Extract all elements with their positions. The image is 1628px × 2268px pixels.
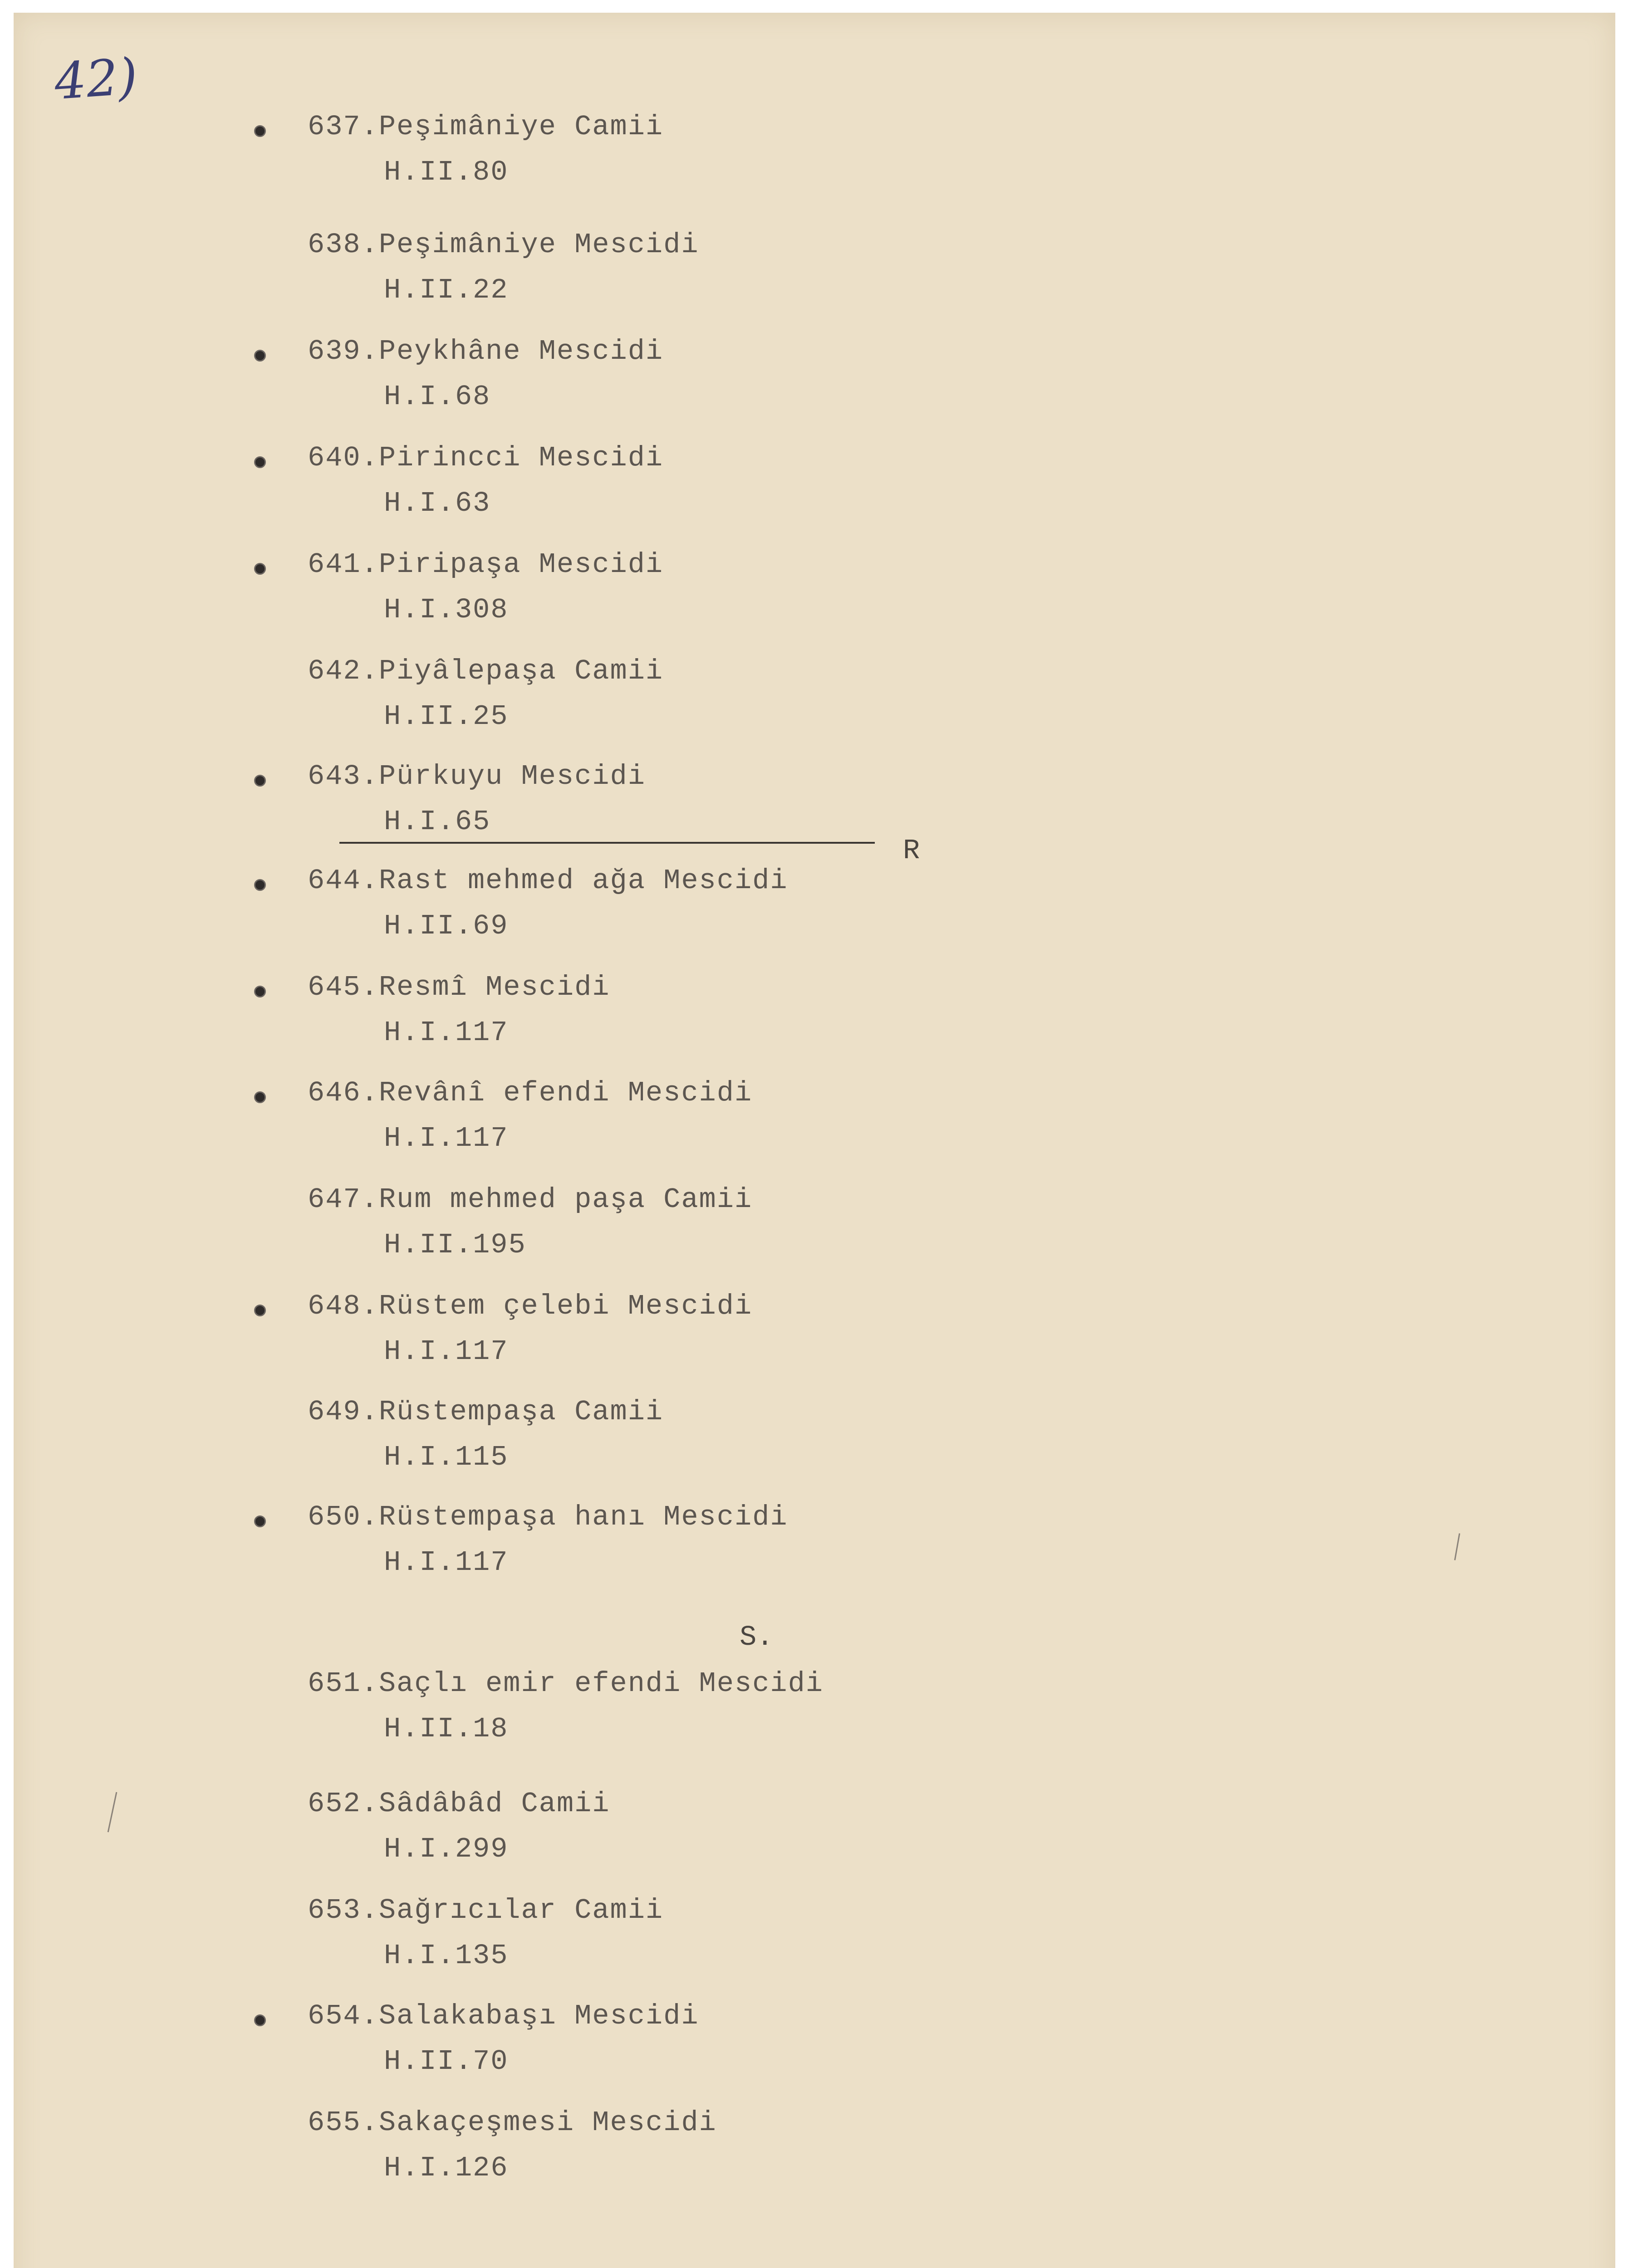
entry-title: 642.Piyâlepaşa Camii — [308, 655, 664, 687]
entry-title: 652.Sâdâbâd Camii — [308, 1788, 610, 1820]
entry-reference: H.II.25 — [384, 700, 509, 733]
list-item — [0, 1288, 1361, 1393]
list-item — [0, 1075, 1361, 1179]
entry-reference: H.II.69 — [384, 910, 509, 942]
list-item — [0, 1394, 1361, 1498]
entry-reference: H.I.68 — [384, 381, 491, 413]
entry-title: 637.Peşimâniye Camii — [308, 111, 664, 143]
bullet-mark — [254, 1515, 266, 1527]
entry-reference: H.I.117 — [384, 1017, 509, 1049]
list-item — [0, 333, 1361, 438]
entry-reference: H.I.135 — [384, 1940, 509, 1972]
bullet-mark — [254, 2014, 266, 2026]
bullet-mark — [254, 1091, 266, 1103]
entry-reference: H.II.195 — [384, 1229, 526, 1261]
entry-title: 648.Rüstem çelebi Mescidi — [308, 1290, 753, 1322]
entry-title: 638.Peşimâniye Mescidi — [308, 229, 699, 261]
bullet-mark — [254, 350, 266, 362]
entry-title: 651.Saçlı emir efendi Mescidi — [308, 1667, 824, 1700]
bullet-mark — [254, 125, 266, 137]
handwritten-page-number: 42) — [52, 47, 140, 111]
bullet-mark — [254, 879, 266, 891]
entry-title: 654.Salakabaşı Mescidi — [308, 2000, 699, 2032]
list-item — [0, 863, 1361, 967]
bullet-mark — [254, 1305, 266, 1316]
entry-title: 653.Sağrıcılar Camii — [308, 1894, 664, 1926]
list-item — [0, 1786, 1361, 1890]
list-item — [0, 1998, 1361, 2102]
entry-reference: H.I.117 — [384, 1335, 509, 1368]
entry-reference: H.I.115 — [384, 1441, 509, 1473]
list-item — [0, 1892, 1361, 1997]
entry-reference: H.I.63 — [384, 487, 491, 519]
entry-title: 649.Rüstempaşa Camii — [308, 1396, 664, 1428]
entry-title: 646.Revânî efendi Mescidi — [308, 1077, 753, 1109]
entry-reference: H.I.308 — [384, 594, 509, 626]
entry-title: 644.Rast mehmed ağa Mescidi — [308, 865, 788, 897]
entry-title: 640.Pirincci Mescidi — [308, 442, 664, 474]
entry-reference: H.II.70 — [384, 2045, 509, 2077]
list-item — [0, 969, 1361, 1074]
entry-title: 643.Pürkuyu Mescidi — [308, 760, 646, 792]
entry-title: 655.Sakaçeşmesi Mescidi — [308, 2107, 717, 2139]
entry-title: 641.Piripaşa Mescidi — [308, 548, 664, 581]
entry-reference: H.II.22 — [384, 274, 509, 306]
entry-title: 650.Rüstempaşa hanı Mescidi — [308, 1501, 788, 1533]
list-item — [0, 109, 1361, 213]
entry-reference: H.II.18 — [384, 1713, 509, 1745]
list-item — [0, 758, 1361, 863]
section-letter-r: R — [903, 835, 920, 867]
entry-reference: H.II.80 — [384, 156, 509, 188]
list-item — [0, 547, 1361, 651]
list-item — [0, 1666, 1361, 1770]
entry-reference: H.I.117 — [384, 1546, 509, 1579]
list-item — [0, 1499, 1361, 1603]
list-item — [0, 440, 1361, 544]
section-divider-line — [339, 842, 875, 844]
list-item — [0, 1182, 1361, 1286]
entry-reference: H.I.126 — [384, 2152, 509, 2184]
section-letter-s: S. — [740, 1621, 774, 1653]
entry-title: 639.Peykhâne Mescidi — [308, 335, 664, 367]
bullet-mark — [254, 563, 266, 575]
list-item — [0, 653, 1361, 758]
bullet-mark — [254, 456, 266, 468]
list-item — [0, 2105, 1361, 2209]
list-item — [0, 227, 1361, 331]
entry-reference: H.I.65 — [384, 806, 491, 838]
entry-title: 647.Rum mehmed paşa Camii — [308, 1183, 753, 1216]
bullet-mark — [254, 986, 266, 997]
entry-reference: H.I.117 — [384, 1122, 509, 1154]
bullet-mark — [254, 775, 266, 787]
entry-title: 645.Resmî Mescidi — [308, 971, 610, 1003]
entry-reference: H.I.299 — [384, 1833, 509, 1865]
